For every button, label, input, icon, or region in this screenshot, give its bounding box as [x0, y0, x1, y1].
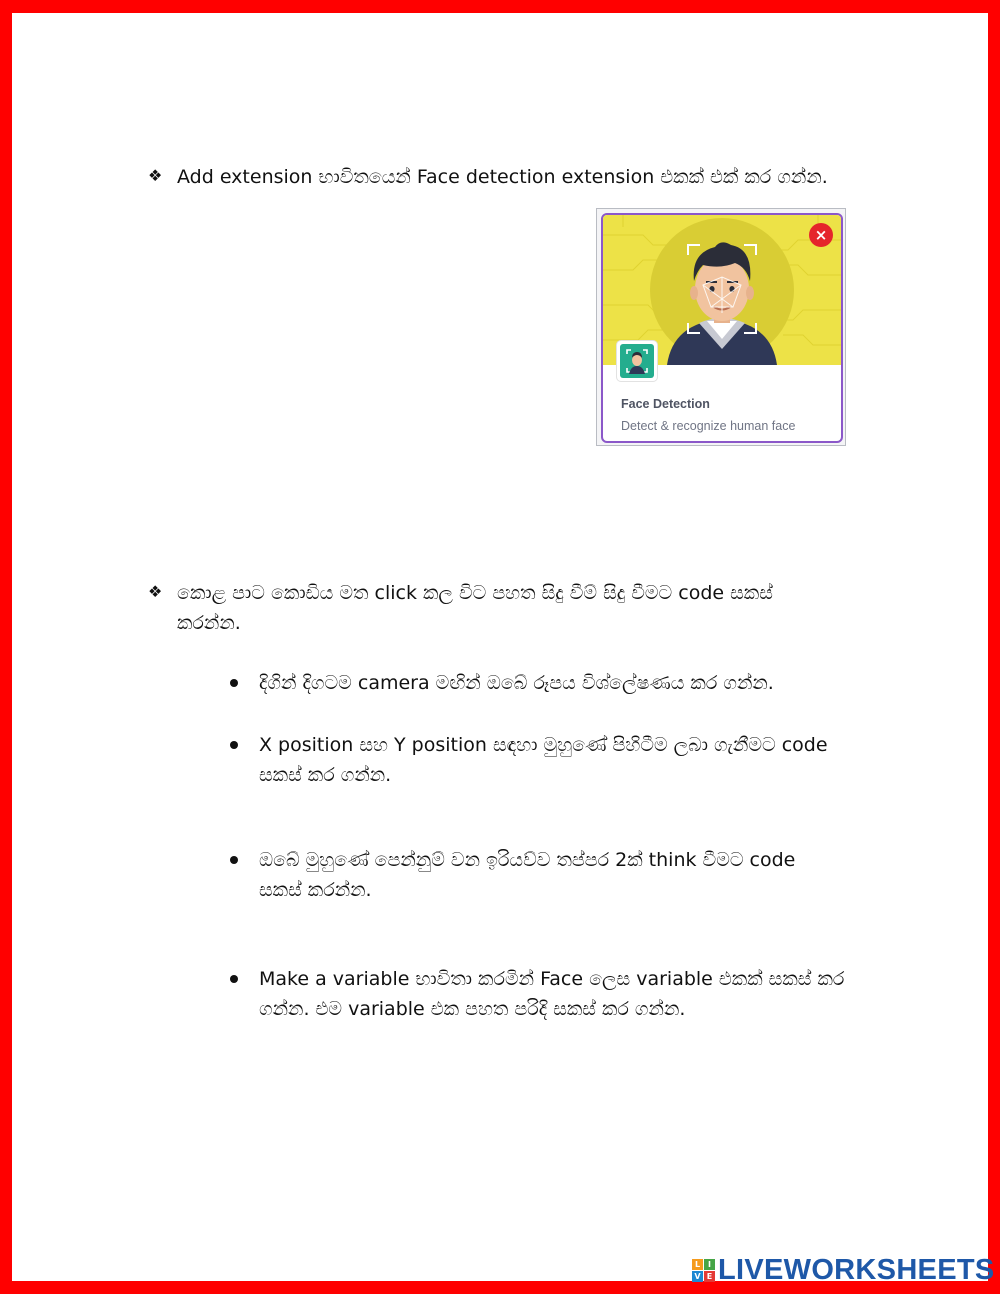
bullet-3-line-1: ඔබේ මුහුණේ පෙන්නුම් වන ඉරියව්ව තප්පර 2ක් think වීමට code — [259, 849, 796, 871]
bullet-1-line-1: දිගින් දිගටම camera මඟින් ඔබේ රූපය විශ්ලේෂණය කර ගන්න. — [259, 672, 774, 694]
logo-letter: I — [704, 1259, 715, 1270]
bullet-dot-icon — [230, 975, 238, 983]
bullet-dot-icon — [230, 741, 238, 749]
bullet-4-line-1: Make a variable භාවිතා කරමින් Face ලෙස variable එකක් සකස් කර — [259, 968, 845, 990]
bullet-3-line-2: සකස් කරන්න. — [259, 879, 372, 901]
logo-letter: E — [704, 1271, 715, 1282]
bullet-4-line-2: ගන්න. එම variable එක පහත පරිදි සකස් කර ගන්න. — [259, 998, 686, 1020]
bullet-2-line-2: සකස් කර ගන්න. — [259, 764, 392, 786]
card-title: Face Detection — [621, 397, 710, 411]
card-body[interactable] — [601, 213, 843, 443]
close-icon[interactable]: × — [809, 223, 833, 247]
bullet-dot-icon — [230, 679, 238, 687]
instruction-add-extension: Add extension භාවිතයෙන් Face detection extension එකක් එක් කර ගන්න. — [177, 166, 828, 188]
logo-letter: V — [692, 1271, 703, 1282]
bullet-dot-icon — [230, 856, 238, 864]
logo-wordmark: LIVEWORKSHEETS — [718, 1254, 995, 1286]
instruction-green-flag-line1: කොළ පාට කොඩිය මත click කල විට පහත සිදු වීම් සිදු වීමට code සකස් — [177, 582, 773, 604]
logo-mark-icon — [692, 1259, 715, 1282]
extension-badge — [617, 341, 657, 381]
diamond-bullet-icon: ❖ — [148, 166, 163, 185]
face-scan-icon — [620, 344, 654, 378]
liveworksheets-logo[interactable] — [692, 1255, 995, 1285]
diamond-bullet-icon: ❖ — [148, 582, 163, 601]
card-description: Detect & recognize human face — [621, 419, 796, 433]
face-detection-extension-card[interactable] — [596, 208, 846, 446]
instruction-green-flag-line2: කරන්න. — [177, 612, 241, 634]
bullet-2-line-1: X position සහ Y position සඳහා මුහුණේ පිහිටීම ලබා ගැනීමට code — [259, 734, 828, 756]
logo-letter: L — [692, 1259, 703, 1270]
